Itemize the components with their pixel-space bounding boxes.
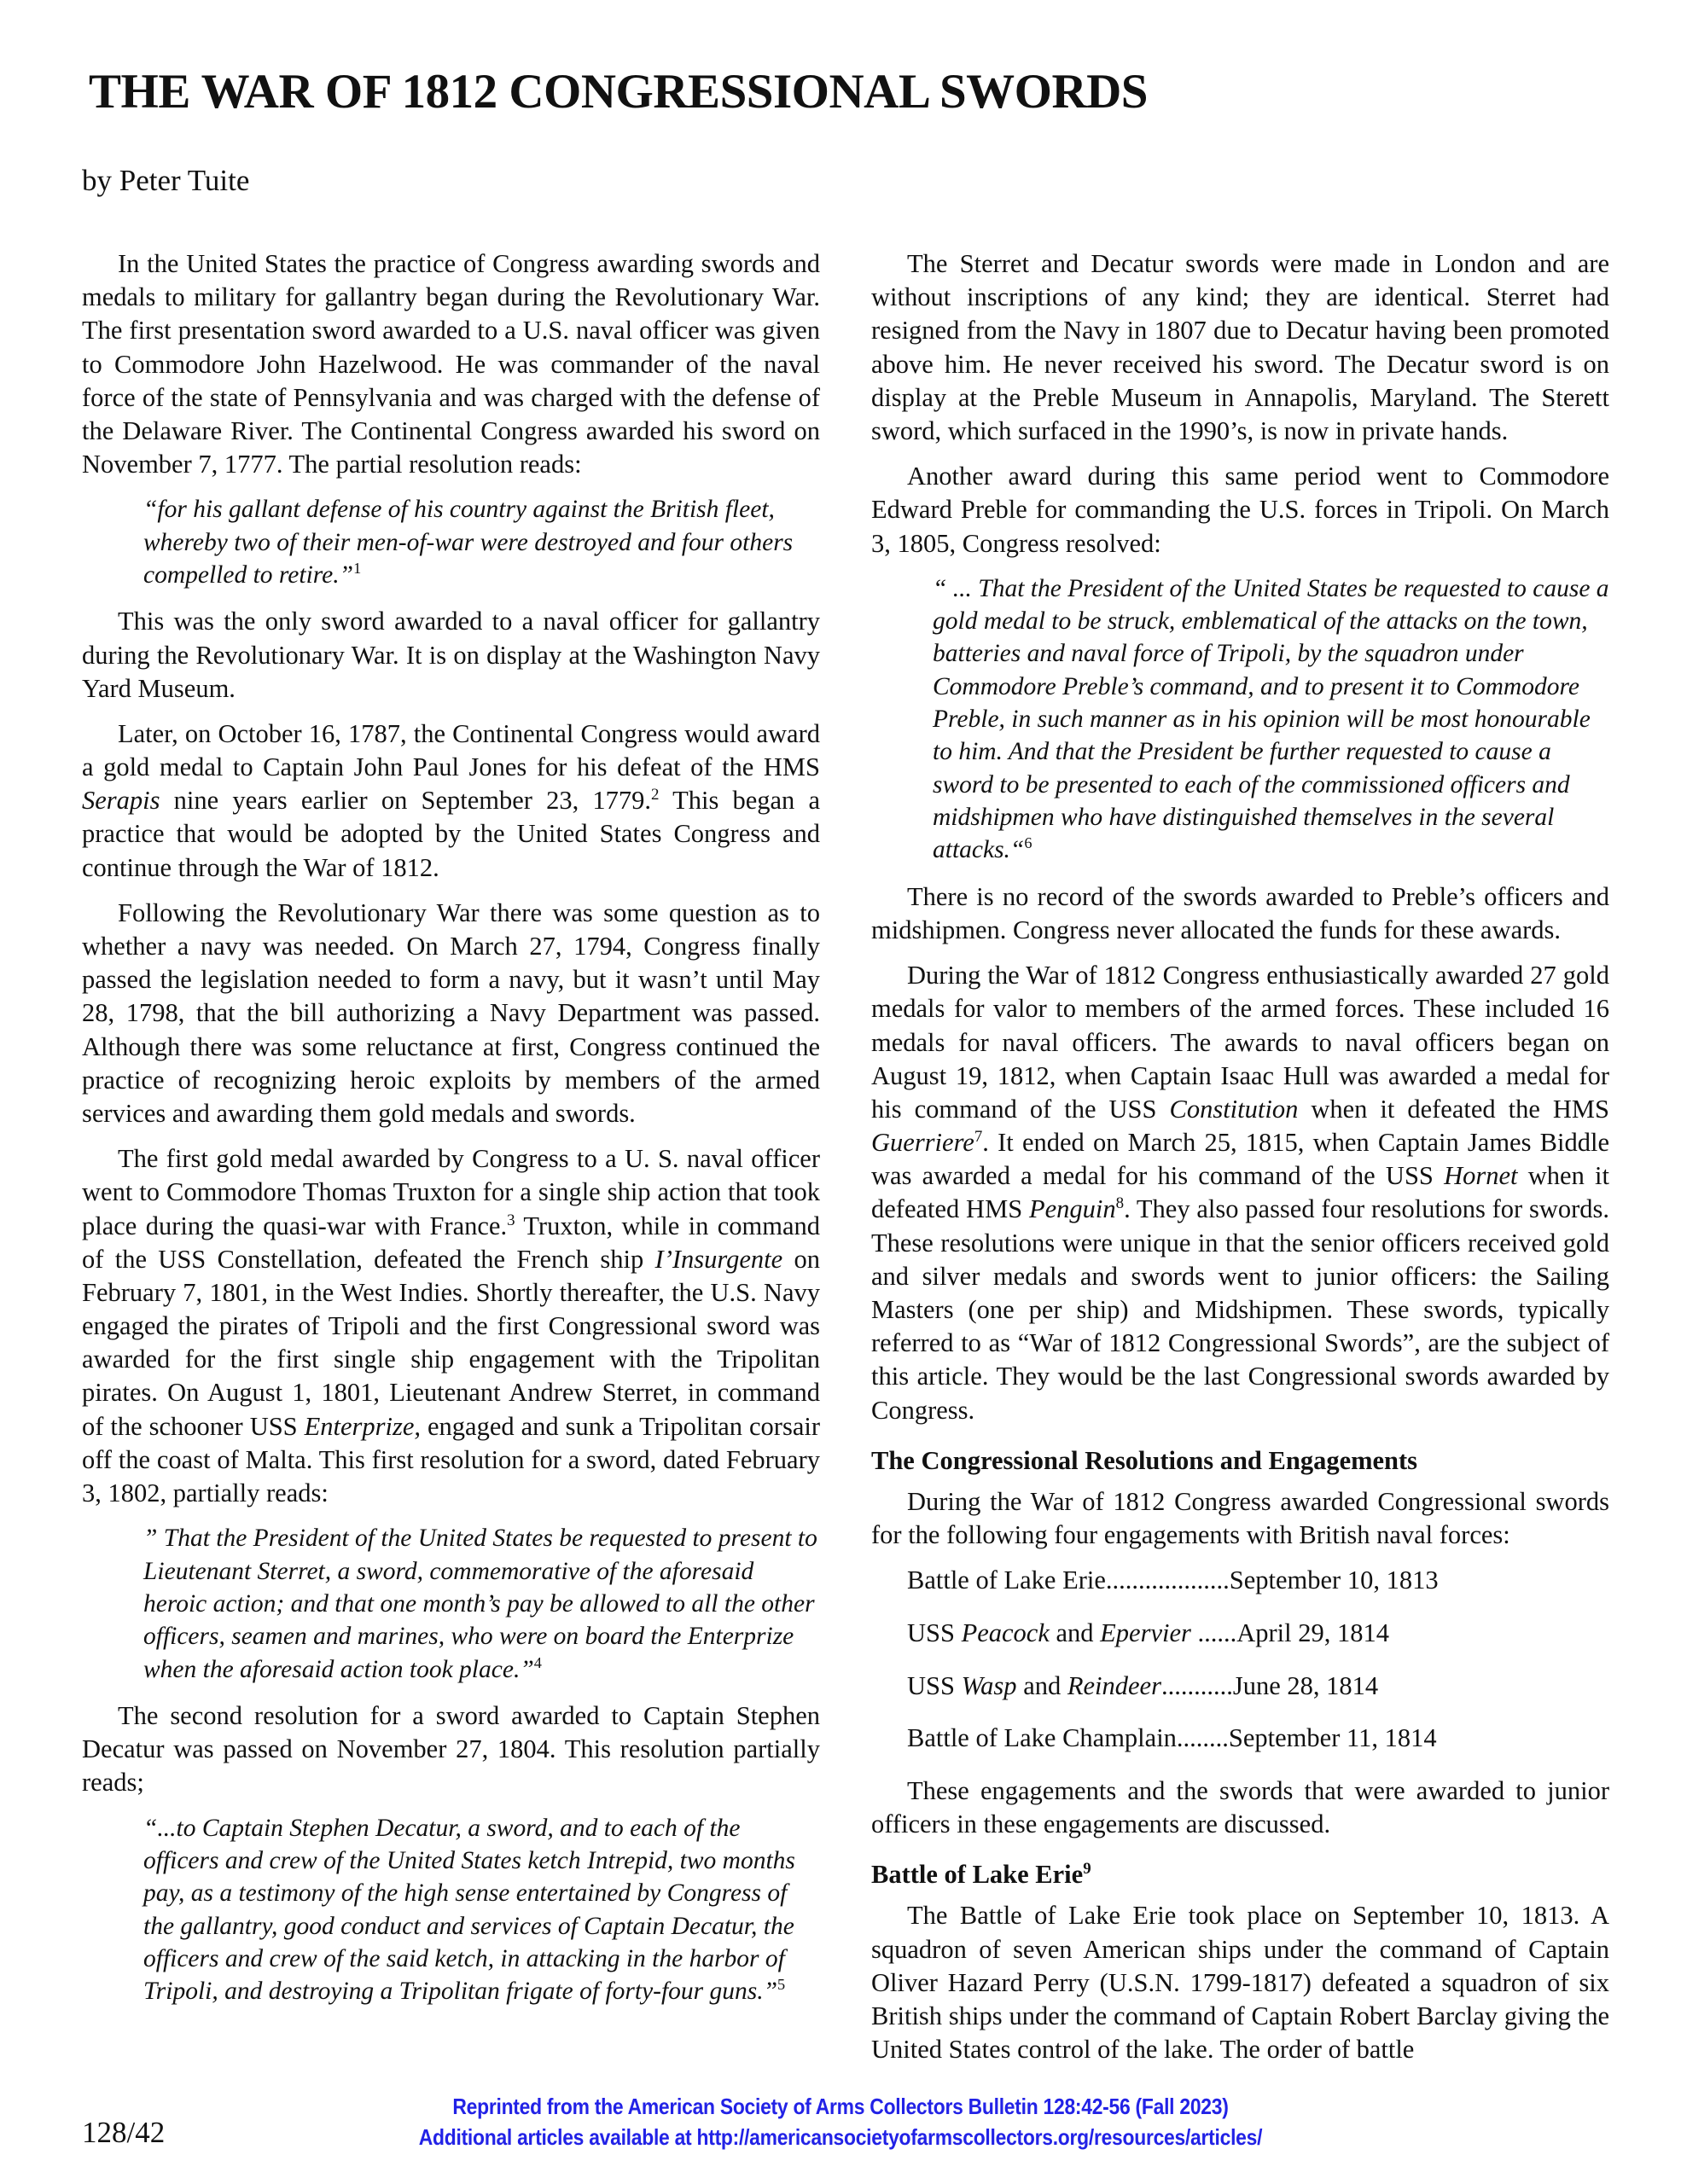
text-run: when it defeated the HMS [1298, 1094, 1609, 1124]
paragraph: The Battle of Lake Erie took place on September 10, 1813. A squadron of seven American ships under the command of Captain Oliver Hazard Perry (U.S.N. 1799-1817) defeated a squadron of six British ships under the command of Captain Robert Barclay giving the United States control of the lake. The order of battle [871, 1901, 1609, 2065]
heading-text: Battle of Lake Erie [871, 1860, 1084, 1890]
footer-line-1: Reprinted from the American Society of Arms Collectors Bulletin 128:42-56 (Fall 2023) [452, 2094, 1229, 2119]
engagement-date: September 10, 1813 [1229, 1565, 1439, 1595]
paragraph: These engagements and the swords that were awarded to junior officers in these engagements are discussed. [871, 1775, 1609, 1839]
ship-name: Hornet [1444, 1161, 1518, 1191]
footnote-marker: 8 [1115, 1194, 1125, 1213]
dot-leader: ................... [1105, 1565, 1230, 1595]
text-run: and [1049, 1618, 1101, 1647]
engagement-name: USS [907, 1618, 962, 1647]
ship-name: Epervier [1100, 1618, 1191, 1647]
paragraph: Following the Revolutionary War there was some question as to whether a navy was needed. On March 27, 1794, Congress finally passed the legislation needed to form a navy, but it wasn’t until May 28, 1798, that the bill authorizing a Navy Department was passed. Although there was some reluctance at first, Congress continued the practice of recognizing heroic exploits by members of the armed services and awarding them gold medals and swords. [82, 897, 820, 1128]
list-item [871, 1617, 1609, 1651]
quote-text: “...to Captain Stephen Decatur, a sword, and to each of the officers and crew of the United States ketch Intrepid, two months pay, as a testimony of the high sense entertained by Congress of the gallantry, good conduct and services of Captain Decatur, the officers and crew of the said ketch, in attacking in the harbor of Tripoli, and destroying a Tripolitan frigate of forty-four guns.” [143, 1814, 795, 2006]
paragraph: Another award during this same period went to Commodore Edward Preble for commanding the U.S. forces in Tripoli. On March 3, 1805, Congress resolved: [871, 462, 1609, 558]
text-run: on February 7, 1801, in the West Indies. Shortly thereafter, the U.S. Navy engaged the pirates of Tripoli and the first Congressional sword was awarded for the first single ship engagement with the Tripolitan pirates. On August 1, 1801, Lieutenant Andrew Sterret, in command of the schooner USS [82, 1244, 821, 1441]
section-heading-lake-erie [871, 1858, 1609, 1891]
reprint-footer [101, 2092, 1580, 2153]
page-title: THE WAR OF 1812 CONGRESSIONAL SWORDS [89, 65, 1149, 119]
footnote-marker: 9 [1083, 1860, 1091, 1879]
text-run: when it defeated HMS [871, 1161, 1609, 1224]
ship-name: Penguin [1028, 1194, 1116, 1224]
footnote-marker: 5 [777, 1976, 786, 1994]
paragraph: The second resolution for a sword awarded to Captain Stephen Decatur was passed on November 27, 1804. This resolution partially reads; [82, 1700, 820, 1798]
block-quote [82, 493, 820, 591]
engagement-name: Battle of Lake Champlain [907, 1723, 1177, 1753]
block-quote [82, 1812, 820, 2008]
quote-text: ” That the President of the United States be requested to present to Lieutenant Sterret, a sword, commemorative of the aforesaid heroic action; and that one month’s pay be allowed to all the other officers, seamen and marines, who were on board the Enterprize when the aforesaid action took place.” [143, 1525, 817, 1683]
paragraph: The Sterret and Decatur swords were made in London and are without inscriptions of any kind; they are identical. Sterret had resigned from the Navy in 1807 due to Decatur having been promoted above him. He never received his sword. The Decatur sword is on display at the Preble Museum in Annapolis, Maryland. The Sterett sword, which surfaced in the 1990’s, is now in private hands. [871, 249, 1609, 445]
byline: by Peter Tuite [82, 164, 250, 197]
quote-text: “for his gallant defense of his country against the British fleet, whereby two of their men-of-war were destroyed and four others compelled to retire.” [143, 496, 794, 589]
dot-leader: ........... [1160, 1670, 1233, 1700]
block-quote [82, 1522, 820, 1686]
ship-name: Peacock [961, 1618, 1050, 1647]
text-run: engaged and sunk a Tripolitan corsair off the coast of Malta. This first resolution for a sword, dated February 3, 1802, partially reads: [82, 1411, 820, 1508]
engagement-date: September 11, 1814 [1228, 1723, 1437, 1753]
ship-name: Constitution [1169, 1094, 1299, 1124]
engagement-list [871, 1564, 1609, 1756]
text-run: Truxton, while in command of the USS Constellation, defeated the French ship [82, 1211, 820, 1274]
right-column [871, 247, 1609, 2065]
list-item [871, 1564, 1609, 1598]
text-run: This began a practice that would be adopted by the United States Congress and continue through the War of 1812. [82, 786, 820, 882]
engagement-name: Battle of Lake Erie [907, 1565, 1106, 1595]
section-heading-resolutions: The Congressional Resolutions and Engagements [871, 1445, 1418, 1475]
text-run: Later, on October 16, 1787, the Continental Congress would award a gold medal to Captain John Paul Jones for his defeat of the HMS [82, 718, 820, 782]
text-run: The first gold medal awarded by Congress to a U. S. naval officer went to Commodore Thomas Truxton for a single ship action that took place during the quasi-war with France. [82, 1144, 820, 1240]
list-item [871, 1722, 1609, 1756]
paragraph [871, 959, 1609, 1427]
ship-name: Serapis [82, 786, 160, 816]
footnote-marker: 7 [974, 1127, 983, 1146]
footnote-marker: 1 [353, 560, 362, 578]
two-column-body [82, 247, 1609, 2065]
footnote-marker: 6 [1024, 834, 1032, 852]
engagement-date: April 29, 1814 [1236, 1618, 1390, 1647]
engagement-date: June 28, 1814 [1232, 1670, 1379, 1700]
quote-text: “ ... That the President of the United States be requested to cause a gold medal to be struck, emblematical of the attacks on the town, batteries and naval force of Tripoli, by the squadron under Commodore Preble’s command, and to present it to Commodore Preble, in such manner as in his opinion will be most honourable to him. And that the President be further requested to cause a sword to be presented to each of the commissioned officers and midshipmen who have distinguished themselves in the several attacks.“ [933, 574, 1609, 864]
text-run: During the War of 1812 Congress enthusiastically awarded 27 gold medals for valor to members of the armed forces. These included 16 medals for naval officers. The awards to naval officers began on August 19, 1812, when Captain Isaac Hull was awarded a medal for his command of the USS [871, 961, 1609, 1124]
paragraph [82, 717, 820, 885]
text-run: . They also passed four resolutions for swords. These resolutions were unique in that the senior officers received gold and silver medals and swords went to junior officers: the Sailing Masters (one per ship) and Midshipmen. These swords, typically referred to as “War of 1812 Congressional Swords”, are the subject of this article. They would be the last Congressional swords awarded by Congress. [871, 1194, 1609, 1425]
page-number: 128/42 [82, 2116, 166, 2149]
engagement-name: USS [907, 1670, 962, 1700]
paragraph: In the United States the practice of Congress awarding swords and medals to military for gallantry began during the Revolutionary War. The first presentation sword awarded to a U.S. naval officer was given to Commodore John Hazelwood. He was commander of the naval force of the state of Pennsylvania and was charged with the defense of the Delaware River. The Continental Congress awarded his sword on November 7, 1777. The partial resolution reads: [82, 249, 820, 479]
paragraph: This was the only sword awarded to a naval officer for gallantry during the Revolutionary War. It is on display at the Washington Navy Yard Museum. [82, 607, 820, 703]
footer-line-2[interactable]: Additional articles available at http://americansocietyofarmscollectors.org/resources/articles/ [418, 2123, 1263, 2150]
ship-name: Reindeer [1067, 1670, 1161, 1700]
footnote-marker: 2 [651, 786, 660, 804]
ship-name: I’Insurgente [654, 1244, 783, 1274]
left-column [82, 247, 820, 2048]
dot-leader: ........ [1176, 1723, 1229, 1753]
text-run: nine years earlier on September 23, 1779. [160, 786, 652, 816]
list-item [871, 1670, 1609, 1704]
text-run: . It ended on March 25, 1815, when Captain James Biddle was awarded a medal for his command of the USS [871, 1128, 1609, 1191]
dot-leader: ...... [1190, 1618, 1237, 1647]
footnote-marker: 3 [507, 1211, 515, 1229]
ship-name: Wasp [961, 1670, 1017, 1700]
paragraph: There is no record of the swords awarded to Preble’s officers and midshipmen. Congress never allocated the funds for these awards. [871, 881, 1609, 944]
ship-name: Enterprize, [304, 1411, 422, 1441]
text-run: and [1016, 1670, 1067, 1700]
footnote-marker: 4 [533, 1653, 542, 1671]
block-quote [871, 572, 1609, 867]
paragraph: During the War of 1812 Congress awarded Congressional swords for the following four engagements with British naval forces: [871, 1486, 1609, 1550]
paragraph [82, 1142, 820, 1510]
ship-name: Guerriere [871, 1128, 974, 1158]
